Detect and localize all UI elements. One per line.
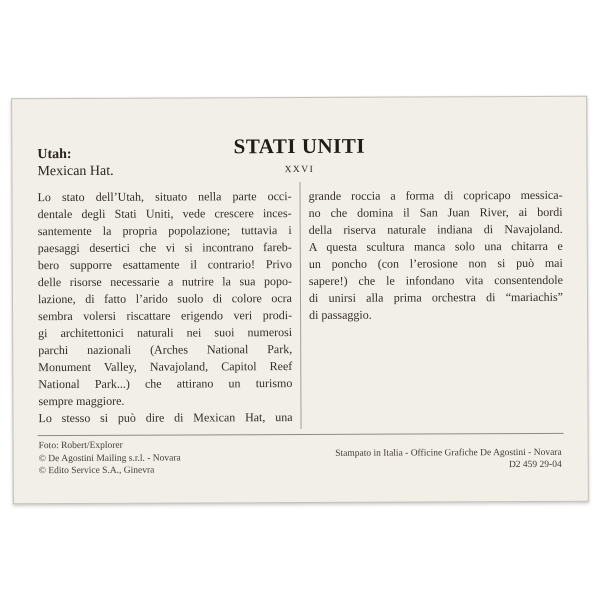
text-line: Foto: Robert/Explorer bbox=[38, 440, 123, 452]
footer-rule bbox=[38, 433, 564, 436]
text-line: sempre maggiore. bbox=[38, 393, 125, 409]
text-line: bero supporre esattamente il contrario! Privo bbox=[37, 257, 292, 273]
title-block bbox=[12, 133, 586, 177]
subject-label: Mexican Hat. bbox=[37, 163, 114, 180]
text-line: lazione, di fatto l’arido suolo di colore ocra bbox=[37, 291, 293, 307]
footer-credits bbox=[39, 440, 181, 478]
text-line: © Edito Service S.A., Ginevra bbox=[38, 465, 155, 477]
text-line: paesaggi desertici che vi si incontrano fareb- bbox=[37, 240, 292, 256]
text-line: Monument Valley, Navajoland, Capitol Reef bbox=[38, 359, 293, 375]
column-divider-rule bbox=[299, 182, 301, 429]
card-title: STATI UNITI bbox=[233, 133, 366, 159]
text-line: dentale degli Stati Uniti, vede crescere inces- bbox=[37, 206, 292, 222]
series-number: XXVI bbox=[284, 164, 315, 176]
text-line: Lo stato dell’Utah, situato nella parte occi- bbox=[37, 189, 292, 205]
region-label: Utah: bbox=[37, 146, 72, 163]
text-line: parchi nazionali (Arches National Park, bbox=[38, 342, 293, 358]
text-line: sapere!) che le infondano vita consentendole bbox=[308, 272, 563, 288]
text-line: un poncho (con l’erosione non si può mai bbox=[308, 255, 563, 271]
text-line: D2 459 29-04 bbox=[508, 459, 562, 471]
text-line: santemente la propria popolazione; tuttavia i bbox=[37, 223, 292, 239]
text-line: di passaggio. bbox=[309, 307, 372, 322]
text-line: A questa scultura manca solo una chitarra e bbox=[308, 238, 563, 254]
text-line: no che domina il San Juan River, ai bordi bbox=[308, 204, 563, 220]
text-line: della riserva naturale indiana di Navajoland. bbox=[308, 221, 563, 237]
text-line: Stampato in Italia - Officine Grafiche De Agostini - Novara bbox=[335, 447, 562, 459]
text-line: © De Agostini Mailing s.r.l. - Novara bbox=[38, 453, 181, 464]
text-line: sembra volersi riscattare erigendo veri prodi- bbox=[38, 308, 293, 324]
footer-printing-info bbox=[335, 447, 562, 472]
body-left-column bbox=[38, 188, 293, 427]
text-line: Lo stesso si può dire di Mexican Hat, una bbox=[38, 410, 293, 426]
text-line: National Park...) che attirano un turismo bbox=[38, 376, 293, 392]
text-line: grande roccia a forma di copricapo messica- bbox=[308, 187, 563, 203]
text-line: gi architettonici naturali nei suoi numerosi bbox=[38, 325, 293, 341]
body-right-column bbox=[309, 187, 564, 324]
text-line: delle risorse necessarie a nutrire la sua popo- bbox=[37, 274, 292, 290]
postcard-back bbox=[11, 96, 589, 505]
text-line: di unirsi alla prima orchestra di “mariachis” bbox=[308, 289, 564, 305]
